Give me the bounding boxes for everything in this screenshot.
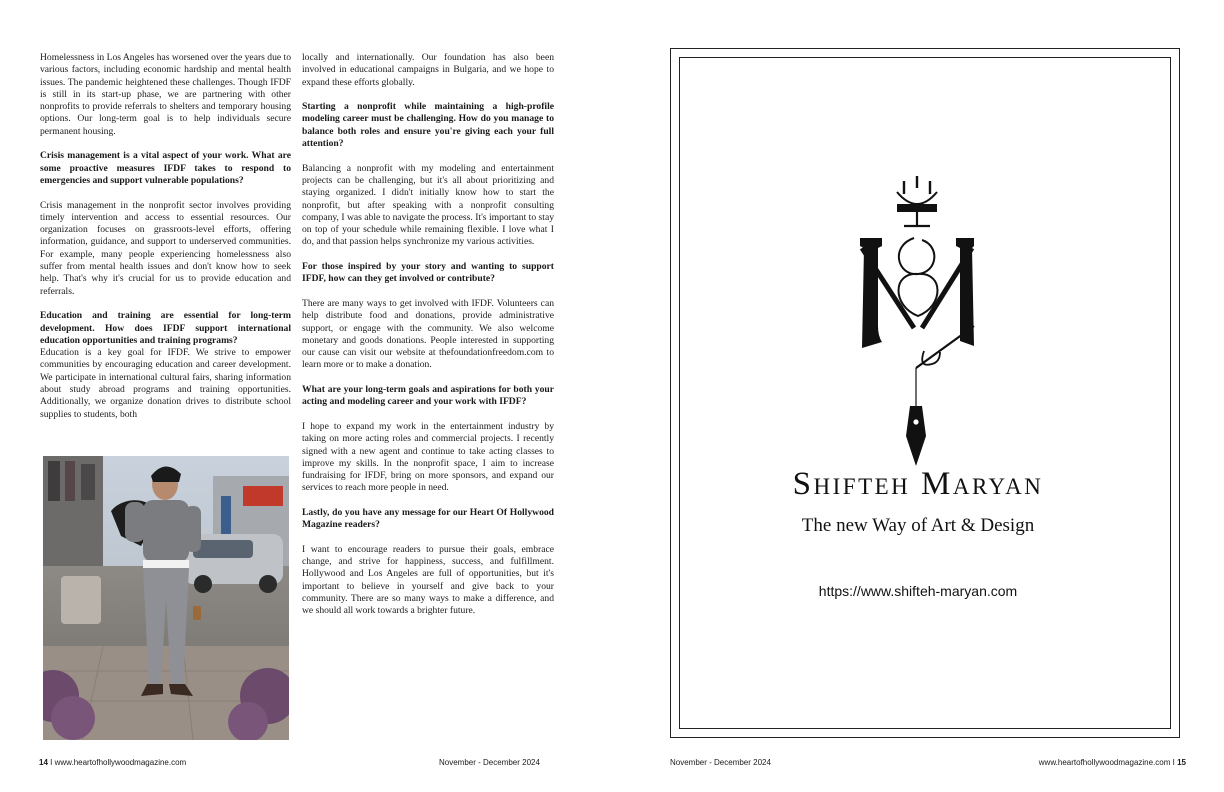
article-photo (43, 456, 289, 740)
left-page-number: 14 (39, 758, 48, 767)
article-column-2 (302, 52, 554, 630)
interview-answer: I want to encourage readers to pursue their goals, embrace change, and strive for happiness, success, and fulfillment. Hollywood and Los Angeles are full of opportunities, but it's important to believe in yourself and give back to your community. There are so many ways to make a difference, and we should all work towards a brighter future. (302, 543, 554, 617)
left-footer-folio (39, 758, 186, 767)
right-footer-date: November - December 2024 (670, 758, 771, 767)
interview-question: For those inspired by your story and wanting to support IFDF, how can they get involved or contribute? (302, 261, 554, 285)
right-footer-folio (1039, 758, 1186, 767)
brand-tagline: The new Way of Art & Design (801, 515, 1035, 536)
right-footer-site[interactable]: www.heartofhollywoodmagazine.com I (1038, 758, 1175, 767)
interview-question: Starting a nonprofit while maintaining a high-profile modeling career must be challenging. How do you manage to balance both roles and ensure you're giving each your full attention? (302, 101, 554, 150)
interview-answer: There are many ways to get involved with IFDF. Volunteers can help distribute food and donations, provide administrative support, or engage with the community. We also welcome monetary and goods donations. People interested in supporting our cause can visit our website at thefoundationfreedom.com to learn more or to make a donation. (302, 297, 554, 371)
right-page-number: 15 (1177, 758, 1186, 767)
interview-answer: Homelessness in Los Angeles has worsened over the years due to various factors, including economic hardship and mental health issues. The pandemic heightened these challenges. Though IFDF is still in its start-up phase, we are partnering with other nonprofits to provide referrals to shelters and temporary housing options. Our long-term goal is to help individuals secure permanent housing. (40, 52, 291, 137)
interview-answer: Balancing a nonprofit with my modeling and entertainment projects can be challenging, but it's all about prioritizing and staying organized. I didn't initially know how to start the nonprofit, but after speaking with a nonprofit consulting company, I was able to navigate the process. It's important to stay on top of your schedule while remaining flexible. I love what I do, and that passion helps synchronize my various activities. (302, 162, 554, 248)
left-footer-site[interactable]: I www.heartofhollywoodmagazine.com (50, 758, 187, 767)
interview-question: What are your long-term goals and aspirations for both your acting and modeling career and your work with IFDF? (302, 384, 554, 408)
brand-name: Shifteh Maryan (792, 466, 1044, 502)
interview-answer: Education is a key goal for IFDF. We strive to empower communities by encouraging education and career development. We participate in international cultural fairs, sharing information about study abroad programs and training opportunities. Additionally, we organize donation drives to distribute school supplies to students, both (40, 347, 291, 420)
left-footer-date: November - December 2024 (439, 758, 540, 767)
shifteh-maryan-logo-icon (852, 176, 982, 466)
interview-answer: Crisis management in the nonprofit sector involves providing timely intervention and access to essential resources. Our organization focuses on grassroots-level efforts, offering information, guidance, and support to underserved communities. For example, many people experiencing homelessness also suffer from mental health issues and don't know how to seek help. That's why it's crucial for us to provide education and referrals. (40, 199, 291, 297)
brand-url-link[interactable]: https://www.shifteh-maryan.com (818, 583, 1018, 599)
interview-answer: locally and internationally. Our foundation has also been involved in educational campaigns in Bulgaria, and we hope to expand these efforts globally. (302, 52, 554, 88)
interview-question: Crisis management is a vital aspect of your work. What are some proactive measures IFDF takes to respond to emergencies and support vulnerable populations? (40, 150, 291, 186)
interview-answer: I hope to expand my work in the entertainment industry by taking on more acting roles and commercial projects. I recently signed with a new agent and continue to take acting classes to improve my skills. In the nonprofit space, I aim to increase fundraising for IFDF, bring on more sponsors, and expand our services to reach more people in need. (302, 420, 554, 494)
article-column-1 (40, 52, 291, 433)
right-page (612, 0, 1224, 792)
interview-question: Education and training are essential for long-term development. How does IFDF support international education opportunities and training programs? (40, 310, 291, 346)
interview-question: Lastly, do you have any message for our Heart Of Hollywood Magazine readers? (302, 506, 554, 531)
